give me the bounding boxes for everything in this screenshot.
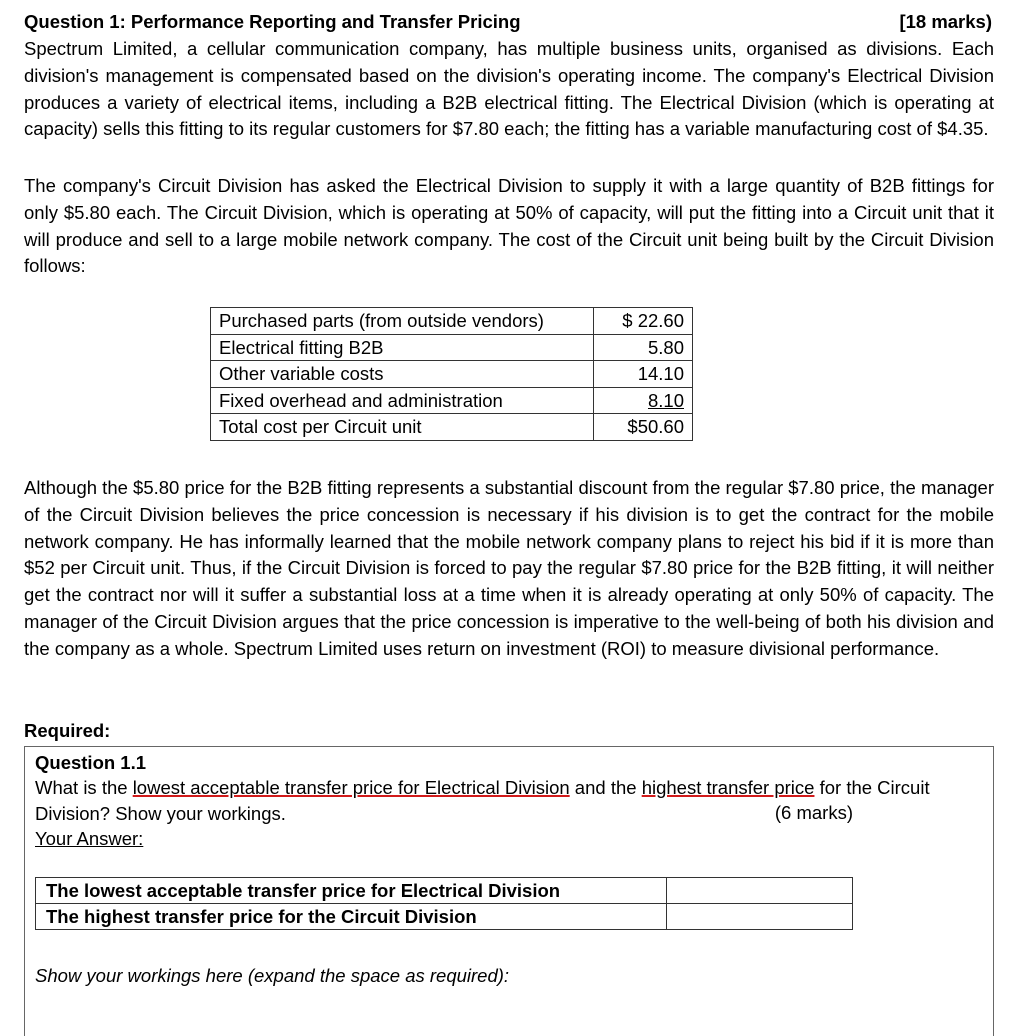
table-row [36, 878, 853, 904]
table-row [211, 361, 693, 388]
subquestion-title: Question 1.1 [35, 752, 147, 773]
cost-table [210, 307, 693, 441]
underlined-phrase: lowest acceptable transfer price for Electrical Division [132, 777, 570, 798]
cost-label: Purchased parts (from outside vendors) [211, 308, 594, 335]
text-segment: What is the [35, 777, 133, 798]
cost-amount: 8.10 [647, 389, 684, 411]
cost-amount: $50.60 [594, 414, 693, 441]
table-row [211, 334, 693, 361]
cost-amount: $ 22.60 [594, 308, 693, 335]
subquestion-marks: (6 marks) [774, 802, 853, 823]
cost-label: Total cost per Circuit unit [211, 414, 594, 441]
answer-label: The lowest acceptable transfer price for Electrical Division [36, 878, 667, 904]
text-segment: for the Circuit Division? Show your workings. [35, 777, 930, 824]
question-marks: [18 marks) [899, 11, 992, 32]
question-title: Question 1: Performance Reporting and Transfer Pricing [24, 11, 521, 32]
underlined-phrase: highest transfer price [641, 777, 815, 798]
cost-label: Electrical fitting B2B [211, 334, 594, 361]
cost-amount: 14.10 [594, 361, 693, 388]
cost-label: Other variable costs [211, 361, 594, 388]
table-row [211, 387, 693, 414]
cost-label: Fixed overhead and administration [211, 387, 594, 414]
cost-amount: 5.80 [594, 334, 693, 361]
workings-prompt: Show your workings here (expand the space as required): [35, 965, 510, 986]
your-answer-label: Your Answer: [35, 828, 144, 849]
table-row [211, 308, 693, 335]
paragraph-argument: Although the $5.80 price for the B2B fitting represents a substantial discount from the regular $7.80 price, the manager of the Circuit Division believes the price concession is necessary if his division is to get the contract for the mobile network company. He has informally learned that the mobile network company plans to reject his bid if it is more than $52 per Circuit unit. Thus, if the Circuit Division is forced to pay the regular $7.80 price for the B2B fitting, it will neither get the contract nor will it suffer a substantial loss at a time when it is already operating at only 50% of capacity. The manager of the Circuit Division argues that the price concession is imperative to the well-being of both his division and the company as a whole. Spectrum Limited uses return on investment (ROI) to measure divisional performance. [24, 477, 994, 659]
text-segment: and the [569, 777, 642, 798]
table-row [211, 414, 693, 441]
question-header [24, 9, 992, 36]
question-box [24, 746, 994, 1036]
answer-cell-highest[interactable] [667, 904, 853, 930]
required-heading: Required: [24, 720, 111, 741]
paragraph-intro: Spectrum Limited, a cellular communication company, has multiple business units, organised as divisions. Each division's management is compensated based on the division's operating income. The company's Electrical Division produces a variety of electrical items, including a B2B electrical fitting. The Electrical Division (which is operating at capacity) sells this fitting to its regular customers for $7.80 each; the fitting has a variable manufacturing cost of $4.35. [24, 38, 994, 140]
answer-label: The highest transfer price for the Circuit Division [36, 904, 667, 930]
paragraph-circuit-request: The company's Circuit Division has asked the Electrical Division to supply it with a large quantity of B2B fittings for only $5.80 each. The Circuit Division, which is operating at 50% of capacity, will put the fitting into a Circuit unit that it will produce and sell to a large mobile network company. The cost of the Circuit unit being built by the Circuit Division follows: [24, 175, 994, 277]
table-row [36, 904, 853, 930]
answer-table [35, 877, 853, 930]
answer-cell-lowest[interactable] [667, 878, 853, 904]
